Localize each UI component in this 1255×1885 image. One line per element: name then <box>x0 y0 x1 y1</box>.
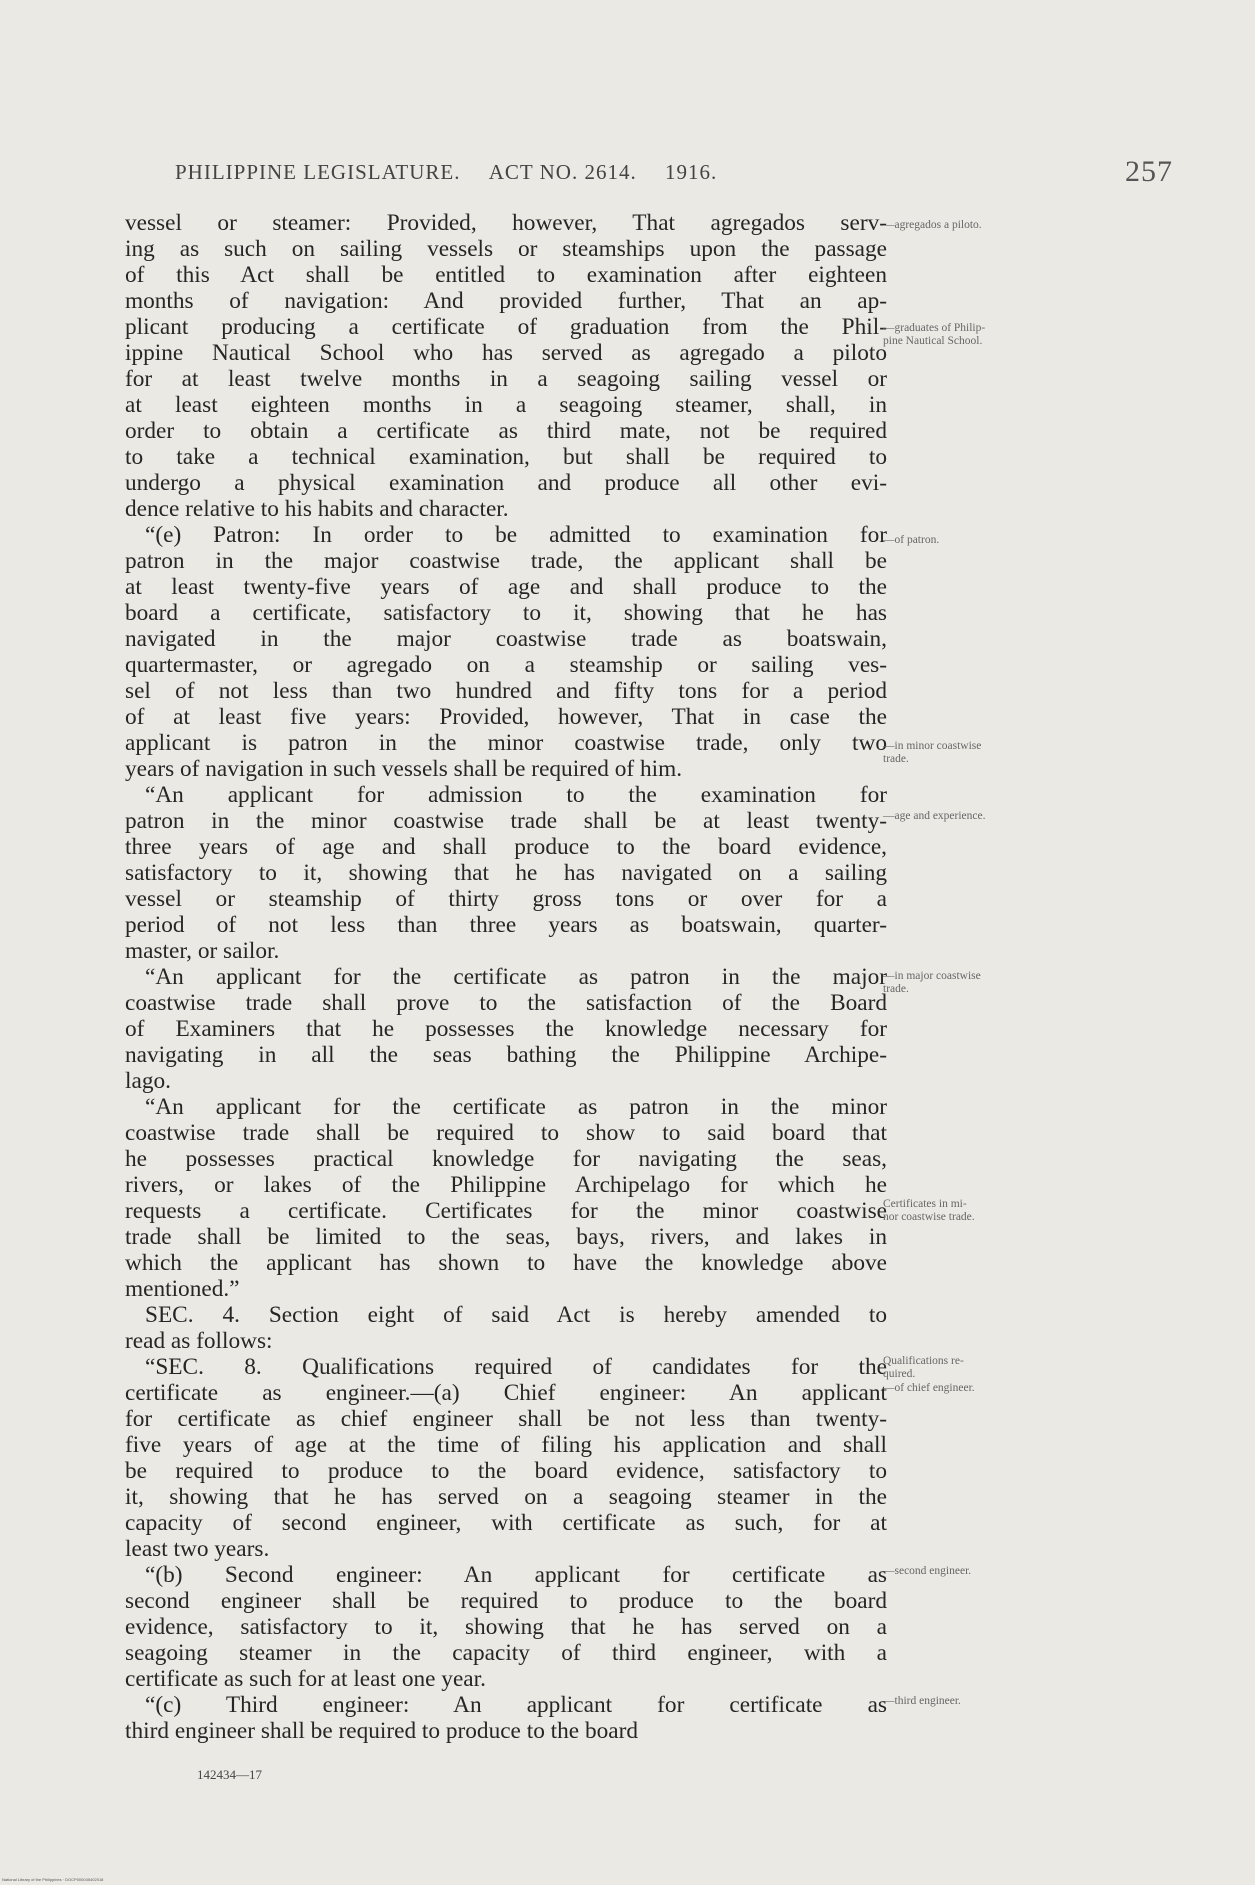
text-line: seagoing steamer in the capacity of third engineer, with a <box>125 1640 887 1666</box>
running-title <box>175 160 739 185</box>
margin-note: —in minor coastwise trade. <box>883 740 982 765</box>
title-year: 1916. <box>664 160 718 184</box>
margin-note: Certificates in mi- nor coastwise trade. <box>883 1198 975 1223</box>
text-line: it, showing that he has served on a seagoing steamer in the <box>125 1484 887 1510</box>
text-line: least two years. <box>125 1536 270 1562</box>
title-act: ACT NO. 2614. <box>488 160 637 184</box>
text-line: sel of not less than two hundred and fifty tons for a period <box>125 678 887 704</box>
text-line: read as follows: <box>125 1328 273 1354</box>
text-line: at least eighteen months in a seagoing steamer, shall, in <box>125 392 887 418</box>
margin-note: —in major coastwise trade. <box>883 970 981 995</box>
text-line: order to obtain a certificate as third mate, not be required <box>125 418 887 444</box>
text-line: dence relative to his habits and character. <box>125 496 509 522</box>
text-line: which the applicant has shown to have the knowledge above <box>125 1250 887 1276</box>
text-line: of Examiners that he possesses the knowledge necessary for <box>125 1016 887 1042</box>
page-header <box>175 155 1175 192</box>
margin-note: —agregados a piloto. <box>883 219 982 231</box>
text-line: ippine Nautical School who has served as agregado a piloto <box>125 340 887 366</box>
text-line: navigating in all the seas bathing the Philippine Archipe- <box>125 1042 887 1068</box>
text-line: “An applicant for the certificate as patron in the minor <box>145 1094 887 1120</box>
text-line: lago. <box>125 1068 171 1094</box>
text-line: plicant producing a certificate of graduation from the Phil- <box>125 314 887 340</box>
text-line: “An applicant for admission to the examination for <box>145 782 887 808</box>
margin-note: —graduates of Philip- pine Nautical School. <box>883 322 986 347</box>
text-line: requests a certificate. Certificates for the minor coastwise <box>125 1198 887 1224</box>
text-line: “(c) Third engineer: An applicant for certificate as <box>145 1692 887 1718</box>
text-line: for certificate as chief engineer shall be not less than twenty- <box>125 1406 887 1432</box>
text-line: evidence, satisfactory to it, showing that he has served on a <box>125 1614 887 1640</box>
text-line: certificate as engineer.—(a) Chief engineer: An applicant <box>125 1380 887 1406</box>
text-line: “An applicant for the certificate as patron in the major <box>145 964 887 990</box>
text-line: mentioned.” <box>125 1276 240 1302</box>
text-line: master, or sailor. <box>125 938 280 964</box>
text-line: satisfactory to it, showing that he has navigated on a sailing <box>125 860 887 886</box>
text-line: coastwise trade shall prove to the satisfaction of the Board <box>125 990 887 1016</box>
text-line: period of not less than three years as boatswain, quarter- <box>125 912 887 938</box>
margin-note: —second engineer. <box>883 1565 972 1577</box>
text-line: coastwise trade shall be required to show to said board that <box>125 1120 887 1146</box>
text-line: “(b) Second engineer: An applicant for certificate as <box>145 1562 887 1588</box>
text-line: patron in the major coastwise trade, the applicant shall be <box>125 548 887 574</box>
text-line: quartermaster, or agregado on a steamship or sailing ves- <box>125 652 887 678</box>
text-line: navigated in the major coastwise trade as boatswain, <box>125 626 887 652</box>
signature-mark: 142434—17 <box>197 1767 262 1782</box>
text-line: “SEC. 8. Qualifications required of candidates for the <box>145 1354 887 1380</box>
page-number: 257 <box>1125 155 1173 188</box>
text-line: vessel or steamer: Provided, however, That agregados serv- <box>125 210 887 236</box>
text-line: years of navigation in such vessels shall be required of him. <box>125 756 683 782</box>
text-line: at least twenty-five years of age and shall produce to the <box>125 574 887 600</box>
text-line: be required to produce to the board evidence, satisfactory to <box>125 1458 887 1484</box>
margin-note: Qualifications re- quired. <box>883 1355 964 1380</box>
text-line: months of navigation: And provided further, That an ap- <box>125 288 887 314</box>
scan-credit: National Library of the Philippines · DOCP000045402018 <box>2 1877 104 1882</box>
text-line: second engineer shall be required to produce to the board <box>125 1588 887 1614</box>
text-line: to take a technical examination, but shall be required to <box>125 444 887 470</box>
margin-note: —of chief engineer. <box>883 1382 975 1394</box>
text-line: capacity of second engineer, with certificate as such, for at <box>125 1510 887 1536</box>
text-line: for at least twelve months in a seagoing sailing vessel or <box>125 366 887 392</box>
text-line: applicant is patron in the minor coastwise trade, only two <box>125 730 887 756</box>
margin-note: —age and experience. <box>883 810 986 822</box>
text-line: of at least five years: Provided, however, That in case the <box>125 704 887 730</box>
text-line: board a certificate, satisfactory to it, showing that he has <box>125 600 887 626</box>
text-line: “(e) Patron: In order to be admitted to examination for <box>145 522 887 548</box>
text-line: undergo a physical examination and produce all other evi- <box>125 470 887 496</box>
text-line: of this Act shall be entitled to examination after eighteen <box>125 262 887 288</box>
margin-note: —third engineer. <box>883 1695 961 1707</box>
text-line: SEC. 4. Section eight of said Act is hereby amended to <box>145 1302 887 1328</box>
text-line: five years of age at the time of filing his application and shall <box>125 1432 887 1458</box>
text-line: trade shall be limited to the seas, bays, rivers, and lakes in <box>125 1224 887 1250</box>
text-line: ing as such on sailing vessels or steamships upon the passage <box>125 236 887 262</box>
text-line: vessel or steamship of thirty gross tons or over for a <box>125 886 887 912</box>
title-legislature: PHILIPPINE LEGISLATURE. <box>175 160 461 184</box>
text-line: he possesses practical knowledge for navigating the seas, <box>125 1146 887 1172</box>
text-line: three years of age and shall produce to the board evidence, <box>125 834 887 860</box>
margin-note: —of patron. <box>883 534 940 546</box>
text-line: third engineer shall be required to produce to the board <box>125 1718 638 1744</box>
text-line: rivers, or lakes of the Philippine Archipelago for which he <box>125 1172 887 1198</box>
text-line: certificate as such for at least one year. <box>125 1666 486 1692</box>
text-line: patron in the minor coastwise trade shall be at least twenty- <box>125 808 887 834</box>
